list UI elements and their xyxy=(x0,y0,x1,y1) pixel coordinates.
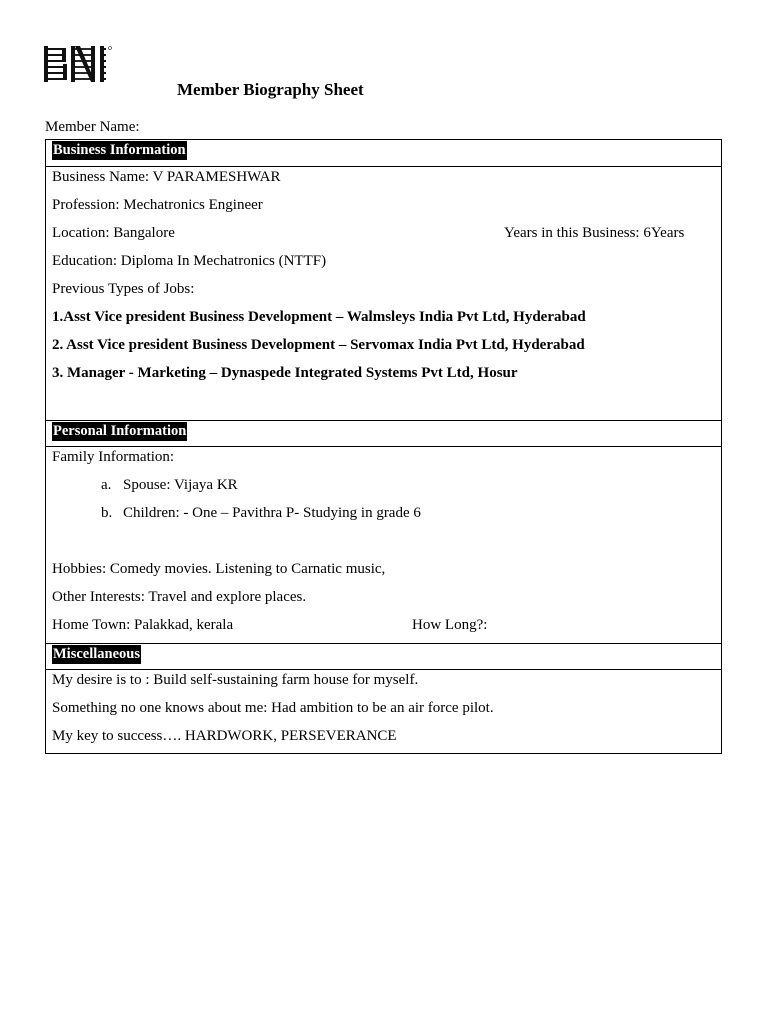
key-to-success: My key to success…. HARDWORK, PERSEVERANCE xyxy=(52,728,397,744)
years-in-business: Years in this Business: 6Years xyxy=(504,225,685,241)
misc-heading: Miscellaneous xyxy=(53,646,140,662)
family-info-label: Family Information: xyxy=(52,449,175,465)
previous-jobs-label: Previous Types of Jobs: xyxy=(52,281,195,297)
previous-job-1: 1.Asst Vice president Business Development – Walmsleys India Pvt Ltd, Hyderabad xyxy=(52,309,586,325)
business-info-heading: Business Information xyxy=(53,142,186,158)
biography-form xyxy=(45,139,722,754)
home-town: Home Town: Palakkad, kerala xyxy=(52,617,234,633)
business-info-section xyxy=(46,167,721,420)
personal-info-section xyxy=(46,447,721,643)
location: Location: Bangalore xyxy=(52,225,175,241)
how-long: How Long?: xyxy=(412,617,488,633)
sheet-title: Member Biography Sheet xyxy=(177,80,364,99)
education: Education: Diploma In Mechatronics (NTTF) xyxy=(52,253,327,269)
bni-logo xyxy=(44,46,116,82)
family-item-children xyxy=(101,503,421,523)
misc-section xyxy=(46,670,721,753)
spouse-text: Spouse: Vijaya KR xyxy=(123,477,238,493)
family-item-spouse xyxy=(101,475,238,495)
secret: Something no one knows about me: Had ambition to be an air force pilot. xyxy=(52,700,494,716)
personal-info-heading: Personal Information xyxy=(53,423,187,439)
business-name: Business Name: V PARAMESHWAR xyxy=(52,169,281,185)
children-text: Children: - One – Pavithra P- Studying in grade 6 xyxy=(123,505,421,521)
previous-job-3: 3. Manager - Marketing – Dynaspede Integrated Systems Pvt Ltd, Hosur xyxy=(52,365,518,381)
desire: My desire is to : Build self-sustaining farm house for myself. xyxy=(52,672,419,688)
business-info-header xyxy=(46,140,721,167)
member-name-label: Member Name: xyxy=(45,119,140,135)
other-interests: Other Interests: Travel and explore places. xyxy=(52,589,307,605)
previous-job-2: 2. Asst Vice president Business Development – Servomax India Pvt Ltd, Hyderabad xyxy=(52,337,585,353)
hobbies: Hobbies: Comedy movies. Listening to Carnatic music, xyxy=(52,561,386,577)
misc-header xyxy=(46,643,721,670)
list-marker: a. xyxy=(101,477,112,493)
personal-info-header xyxy=(46,420,721,447)
list-marker: b. xyxy=(101,505,113,521)
profession: Profession: Mechatronics Engineer xyxy=(52,197,263,213)
